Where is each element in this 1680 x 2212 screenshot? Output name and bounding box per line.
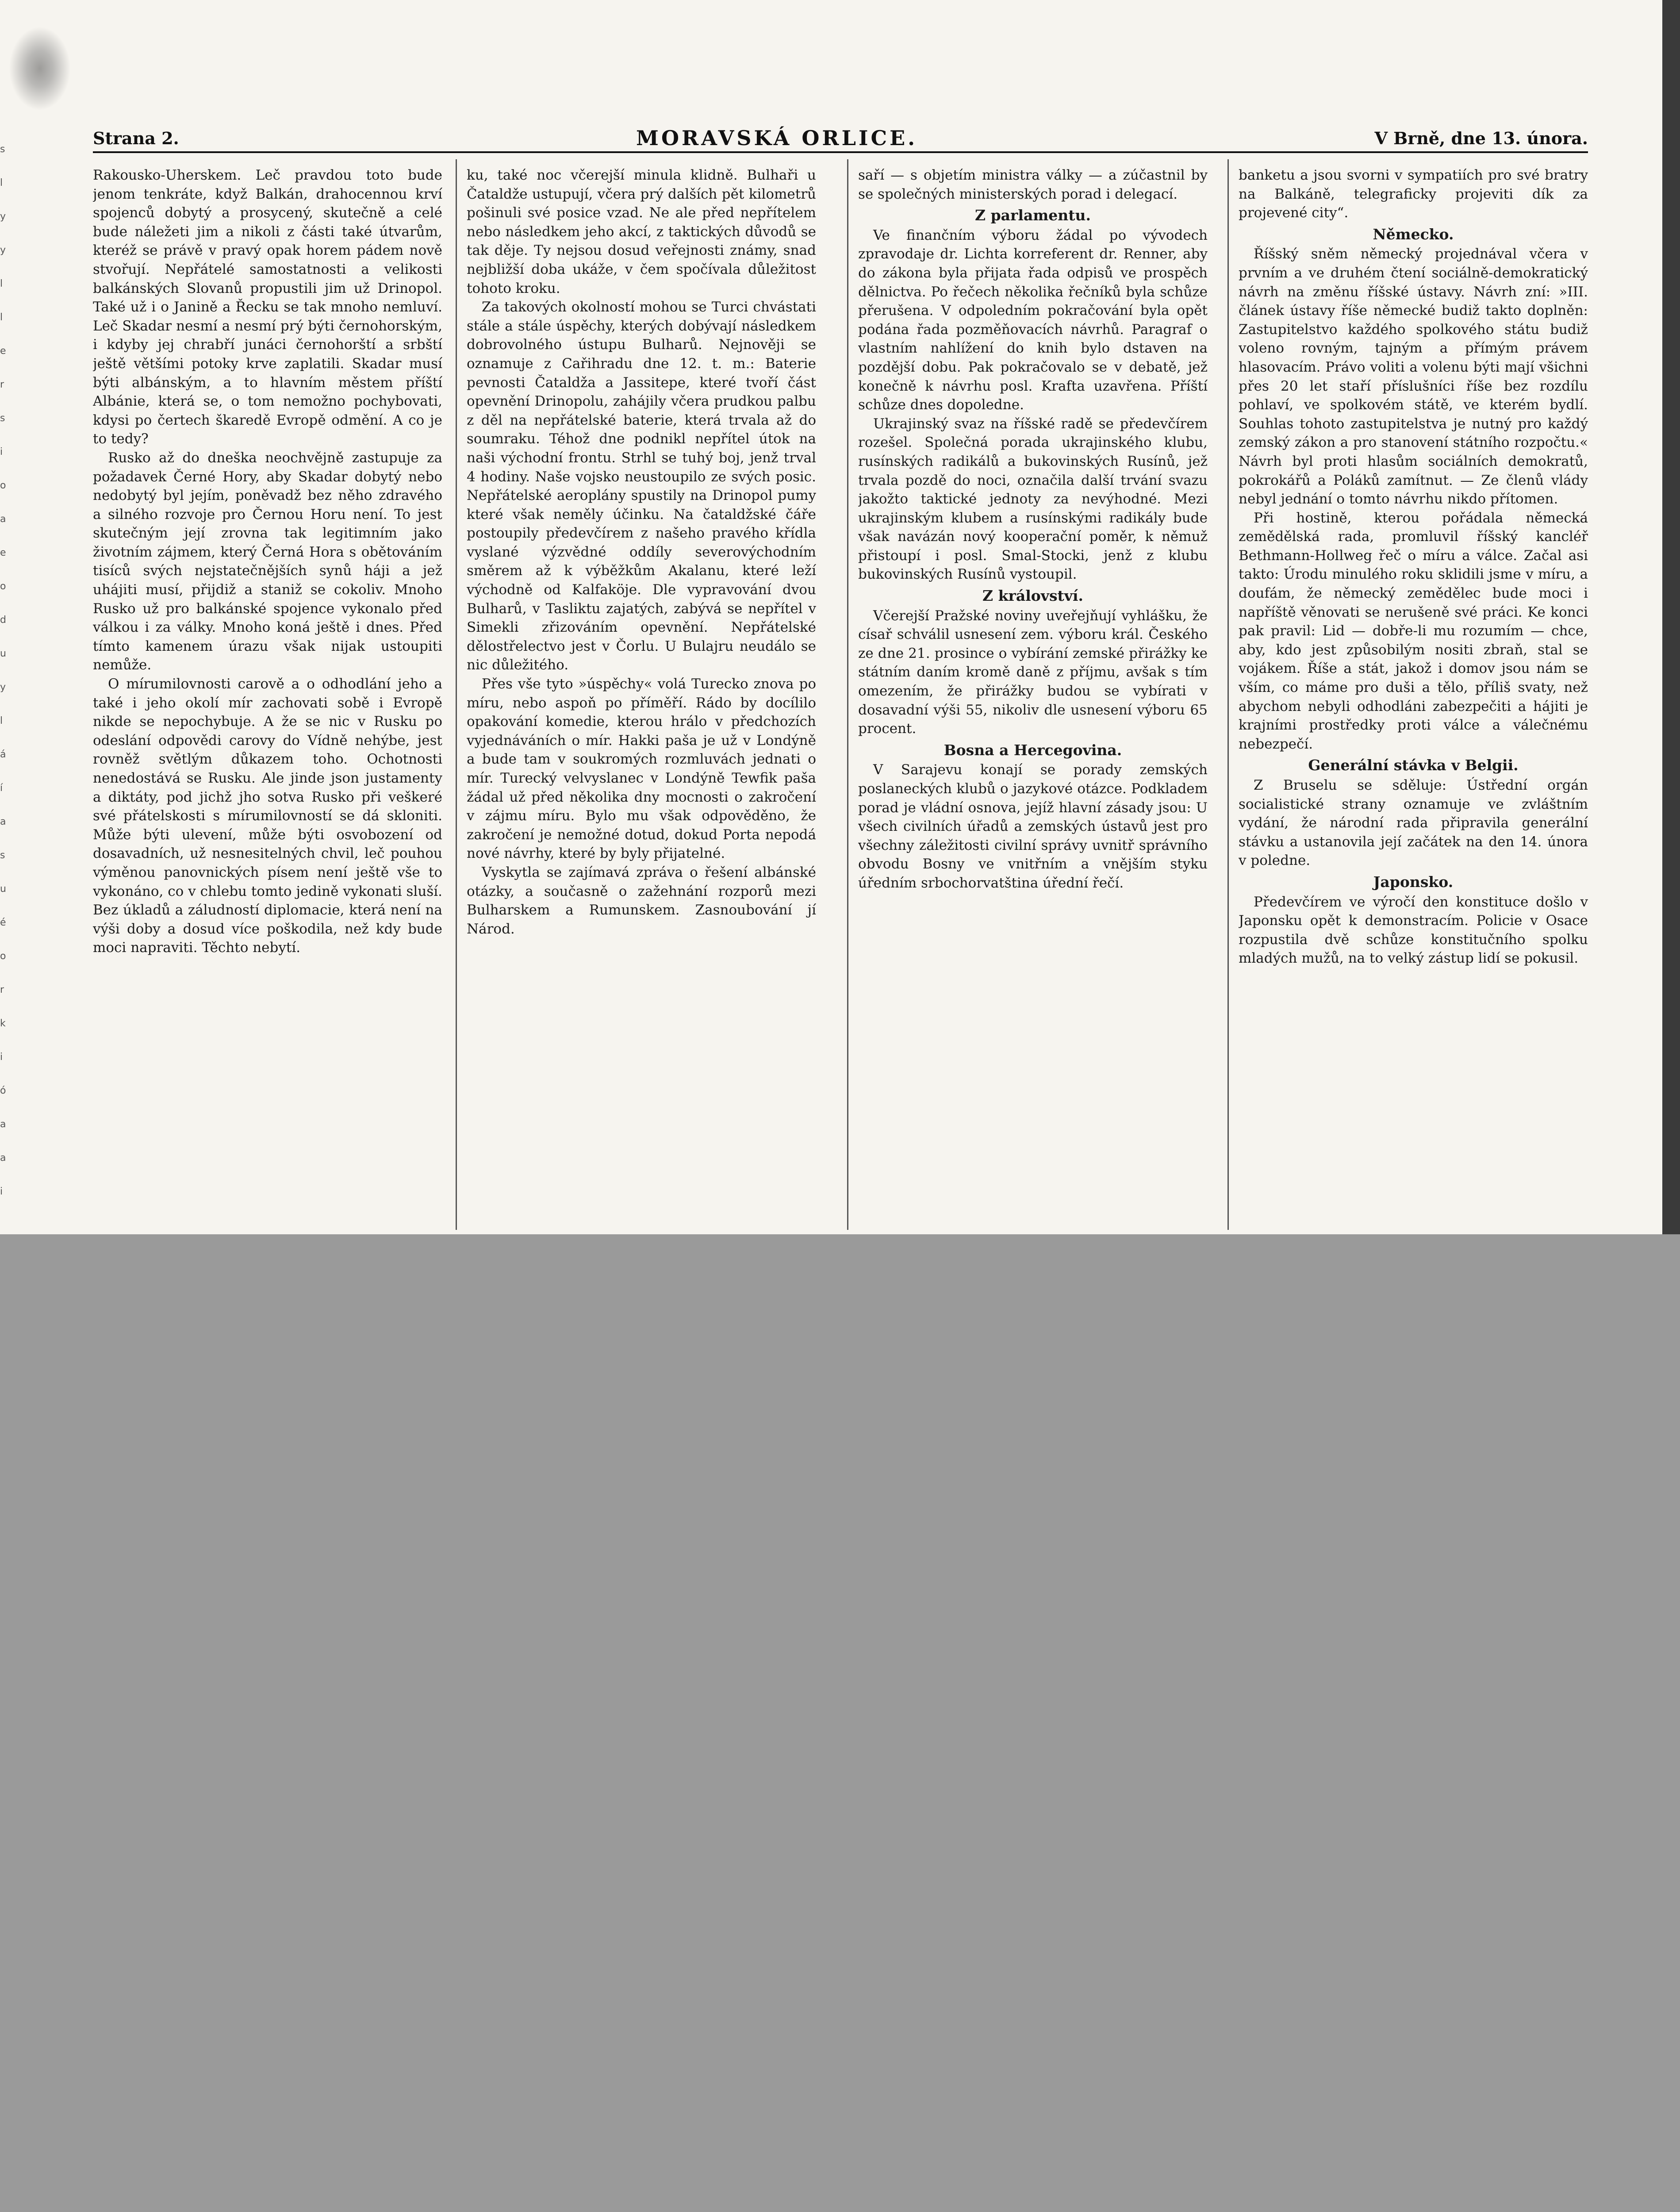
- edge-glyph: o: [0, 951, 6, 962]
- edge-glyph: á: [0, 749, 6, 760]
- edge-glyph: a: [0, 1152, 6, 1164]
- article-paragraph: saří — s objetím ministra války — a zúčastnil by se společných ministerských porad i delegací.: [858, 167, 1208, 202]
- section-heading: Japonsko.: [1373, 873, 1454, 891]
- edge-glyph: e: [0, 346, 6, 357]
- edge-glyph: e: [0, 547, 6, 558]
- article-paragraph: banketu a jsou svorni v sympatiích pro své bratry na Balkáně, telegraficky projeviti dík za projevené city“.: [1239, 167, 1588, 221]
- page-header: [93, 125, 1588, 153]
- edge-glyph: o: [0, 480, 6, 491]
- article-paragraph: Rusko až do dneška neochvějně zastupuje za požadavek Černé Hory, aby Skadar dobytý nebo nedobytý byl jejím, poněvadž bez něho zdravého a silného rozvoje pro Černou Horu není. To jest skutečným její zrovna tak legitimním jako životním zájmem, který Černá Hora s obětováním tisíců svých nejstatečnějších synů háji a jež uhájiti musí, přijdiž a staniž se cokoliv. Mnoho Rusko už pro balkánské spojence vykonalo před válkou i za války. Mnoho koná ještě i dnes. Před tímto kamenem úrazu však nijak ustoupiti nemůže.: [93, 449, 442, 673]
- article-paragraph: Včerejší Pražské noviny uveřejňují vyhlášku, že císař schválil usnesení zem. výboru král. Českého ze dne 21. prosince o vybírání zemské přirážky ke státním daním kromě daně z příjmu, avšak s tím omezením, že přirážky budou se vybírati v dosavadní výši 55, nikoliv dle usnesení výboru 65 procent.: [858, 607, 1208, 737]
- section-heading: Z parlamentu.: [975, 207, 1091, 224]
- edge-glyph: s: [0, 850, 5, 861]
- article-paragraph: Za takových okolností mohou se Turci chvástati stále a stále úspěchy, kterých dobývají následkem dobrovolného ústupu Bulharů. Nejnověji se oznamuje z Cařihradu dne 12. t. m.: Baterie pevnosti Čataldža a Jassitepe, které tvoří část opevnění Drinopolu, zahájily včera prudkou palbu z děl na nepřátelské baterie, která trvala až do soumraku. Téhož dne podnikl nepřítel útok na naši východní frontu. Strhl se tuhý boj, jenž trval 4 hodiny. Naše vojsko neustoupilo ze svých posic. Nepřátelské aeroplány spustily na Drinopol pumy které však neměly účinku. Na čataldžské čáře postoupily předevčírem z našeho pravého křídla vyslané výzvědné oddíly severovýchodním směrem až k výběžkům Akalanu, které leží východně od Kalfaköje. Dle vypravování dvou Bulharů, v Tasliktu zajatých, zabývá se nepřítel v Simekli zřizováním opevnění. Nepřátelské dělostřelectvo jest v Čorlu. U Bulajru neudálo se nic důležitého.: [467, 299, 816, 673]
- section-heading: Německo.: [1373, 225, 1454, 243]
- article-paragraph: Vyskytla se zajímavá zpráva o řešení albánské otázky, a současně o zažehnání rozporů mezi Bulharskem a Rumunskem. Zasnoubování jí Národ.: [467, 864, 816, 937]
- article-paragraph: Z Bruselu se sděluje: Ústřední orgán socialistické strany oznamuje ve zvláštním vydání, že národní rada připravila generální stávku a ustanovila její začátek na den 14. února v poledne.: [1239, 777, 1588, 869]
- edge-glyph: u: [0, 883, 6, 895]
- edge-glyph: a: [0, 514, 6, 525]
- masthead: MORAVSKÁ ORLICE.: [636, 126, 918, 150]
- article-paragraph: V Sarajevu konají se porady zemských poslaneckých klubů o jazykové otázce. Podkladem porad je vládní osnova, jejíž hlavní zásady jsou: U všech civilních úřadů a zemských ústavů jest pro všechny záležitosti civilní správy uvnitř správního obvodu Bosny ve vnitřním a vnějším styku úředním srbochorvatština úřední řečí.: [858, 762, 1208, 891]
- edge-glyph: r: [0, 379, 4, 390]
- edge-glyph: k: [0, 1018, 6, 1029]
- edge-glyph: a: [0, 1119, 6, 1130]
- edge-glyph: y: [0, 682, 6, 693]
- scan-edge-shadow: [1662, 0, 1680, 1234]
- ink-smudge: [9, 27, 71, 111]
- edge-glyph: l: [0, 278, 3, 289]
- edge-glyph: y: [0, 245, 6, 256]
- edge-glyph: i: [0, 1186, 3, 1197]
- edge-glyph: r: [0, 984, 4, 995]
- edge-glyph: s: [0, 144, 5, 155]
- column-rule: [1227, 159, 1229, 1230]
- edge-glyph: s: [0, 413, 5, 424]
- edge-glyph: d: [0, 614, 6, 626]
- edge-glyph: í: [0, 783, 3, 794]
- column-1: [93, 166, 442, 1230]
- edge-glyph: y: [0, 211, 6, 222]
- edge-glyph: ó: [0, 1085, 6, 1096]
- left-edge-bleedthrough: [0, 133, 13, 1230]
- article-paragraph: Říšský sněm německý projednával včera v prvním a ve druhém čtení sociálně-demokratický návrh na změnu říšské ústavy. Návrh zní: »III. článek ústavy říše německé budiž takto doplněn: Zastupitelstvo každého spolkového státu budiž voleno rovným, tajným a přímým právem hlasovacím. Právo voliti a volenu býti mají všichni přes 20 let staří příslušníci říše bez rozdílu pohlaví, ve spolkovém státě, ve kterém bydlí. Souhlas tohoto zastupitelstva je nutný pro každý zemský zákon a pro stanovení státního rozpočtu.« Návrh byl proti hlasům sociálních demokratů, pokrokářů a Poláků zamítnut. — Ze členů vlády nebyl jednání o tomto návrhu nikdo přítomen.: [1239, 246, 1588, 507]
- article-paragraph: Ve finančním výboru žádal po vývodech zpravodaje dr. Lichta korreferent dr. Renner, aby do zákona byla přijata řada odpisů ve prospěch dělnictva. Po řečech několika řečníků byla schůze přerušena. V odpoledním pokračování byla opět podána řada pozměňovacích návrhů. Paragraf o vlastním nahlížení do knih bylo dstaven na pozdější dobu. Pak pokračovalo se v debatě, jež konečně k návrhu posl. Krafta uzavřena. Příští schůze dnes dopoledne.: [858, 227, 1208, 413]
- edge-glyph: l: [0, 715, 3, 726]
- edge-glyph: i: [0, 1052, 3, 1063]
- column-4: [1239, 166, 1588, 1230]
- article-paragraph: O mírumilovnosti carově a o odhodlání jeho a také i jeho okolí mír zachovati sobě i Evropě nikde se nepochybuje. A že se nic v Rusku po odeslání odpovědi carovy do Vídně nehýbe, jest rovněž světlým důkazem toho. Ochotnosti nenedostává se Rusku. Ale jinde json justamenty a diktáty, pod jichž jho sotva Rusko při veškeré své přátelskosti s mírumilovností se dá skloniti. Může býti ulevení, může býti osvobození od dosavadních, už nesnesitelných chvil, leč pouhou výměnou panovnických písem není ještě vše to vykonáno, co v chlebu tomto jedině vykonati sluší. Bez úkladů a záludností diplomacie, která není na výši doby a dosud více poškodila, než kdy bude moci napraviti. Těchto nebytí.: [93, 676, 442, 956]
- edge-glyph: l: [0, 312, 3, 323]
- edge-glyph: i: [0, 446, 3, 457]
- date-line: V Brně, dne 13. února.: [1374, 128, 1588, 148]
- column-3: [858, 166, 1208, 1230]
- article-paragraph: Předevčírem ve výročí den konstituce došlo v Japonsku opět k demonstracím. Policie v Osace rozpustila dvě schůze konstitučního spolku mladých mužů, na to velký zástup lidí se pokusil.: [1239, 894, 1588, 967]
- edge-glyph: é: [0, 917, 6, 928]
- column-2: [467, 166, 816, 1230]
- column-rule: [456, 159, 457, 1230]
- page-number: Strana 2.: [93, 128, 179, 148]
- section-heading: Generální stávka v Belgii.: [1308, 757, 1519, 774]
- article-paragraph: Přes vše tyto »úspěchy« volá Turecko znova po míru, nebo aspoň po příměří. Rádo by docílilo opakování komedie, kterou hrálo v předchozích vyjednáváních o mír. Hakki paša je už v Londýně a bude tam v soukromých rozmluvách jednati o mír. Turecký velvyslanec v Londýně Tewfik paša žádal už před několika dny mocnosti o zakročení v zájmu míru. Bylo mu však odpověděno, že zakročení je nemožné dotud, dokud Porta nepodá nové návrhy, které by byly přijatelné.: [467, 676, 816, 862]
- edge-glyph: o: [0, 581, 6, 592]
- section-heading: Z království.: [982, 587, 1083, 605]
- edge-glyph: l: [0, 177, 3, 188]
- article-paragraph: ku, také noc včerejší minula klidně. Bulhaři u Čataldže ustupují, včera prý dalších pět kilometrů pošinuli své posice vzad. Ne ale před nepřítelem nebo následkem jeho akcí, z taktických důvodů se tak děje. Ty nejsou dosud veřejnosti známy, snad nejbližší doba ukáže, v čem spočívala důležitost tohoto kroku.: [467, 167, 816, 296]
- column-rule: [847, 159, 848, 1230]
- edge-glyph: u: [0, 648, 6, 659]
- article-paragraph: Ukrajinský svaz na říšské radě se předevčírem rozešel. Společná porada ukrajinského klubu, rusínských radikálů a bukovinských Rusínů, jež trvala pozdě do noci, označila další trvání svazu jakožto taktické jednoty za nevýhodné. Mezi ukrajinským klubem a rusínskými radikály bude však navázán nový kooperační poměr, k němuž přistoupí i posl. Smal-Stocki, jenž z klubu bukovinských Rusínů vystoupil.: [858, 415, 1208, 583]
- edge-glyph: a: [0, 816, 6, 827]
- article-paragraph: Rakousko-Uherskem. Leč pravdou toto bude jenom tenkráte, když Balkán, drahocennou krví spojenců dobytý a prosycený, skutečně a celé bude náležeti jim a nikoli z části také útvarům, kteréž se právě v pravý opak horem pádem nově stvořují. Nepřátelé samostatnosti a velikosti balkánských Slovanů propustili jim už Drinopol. Také už i o Janině a Řecku se tak mnoho nemluví. Leč Skadar nesmí a nesmí prý býti černohorským, i kdyby jej chrabří junáci černohorští a srbští ještě většími potoky krve zaplatili. Skadar musí býti albánským, a to hlavním městem příští Albánie, která se, o tom nemožno pochybovati, kdysi po čertech škaredě Evropě odmění. A co je to tedy?: [93, 167, 442, 447]
- section-heading: Bosna a Hercegovina.: [944, 741, 1122, 759]
- article-paragraph: Při hostině, kterou pořádala německá zemědělská rada, promluvil říšský kancléř Bethmann-Hollweg řeč o míru a válce. Začal asi takto: Úrodu minulého roku sklidili jsme v míru, a doufám, že německý zemědělec bude moci i napříště věnovati se nerušeně své práci. Ke konci pak pravil: Lid — dobře-li mu rozumím — chce, aby, kdo jest způsobilým nositi zbraň, stal se vojákem. Říše a stát, jakož i domov jsou nám se vším, co máme pro duši a tělo, příliš svaty, než abychom nebyli odhodláni zabezpečiti a hájiti je krajními prostředky proti válce a válečnému nebezpečí.: [1239, 510, 1588, 752]
